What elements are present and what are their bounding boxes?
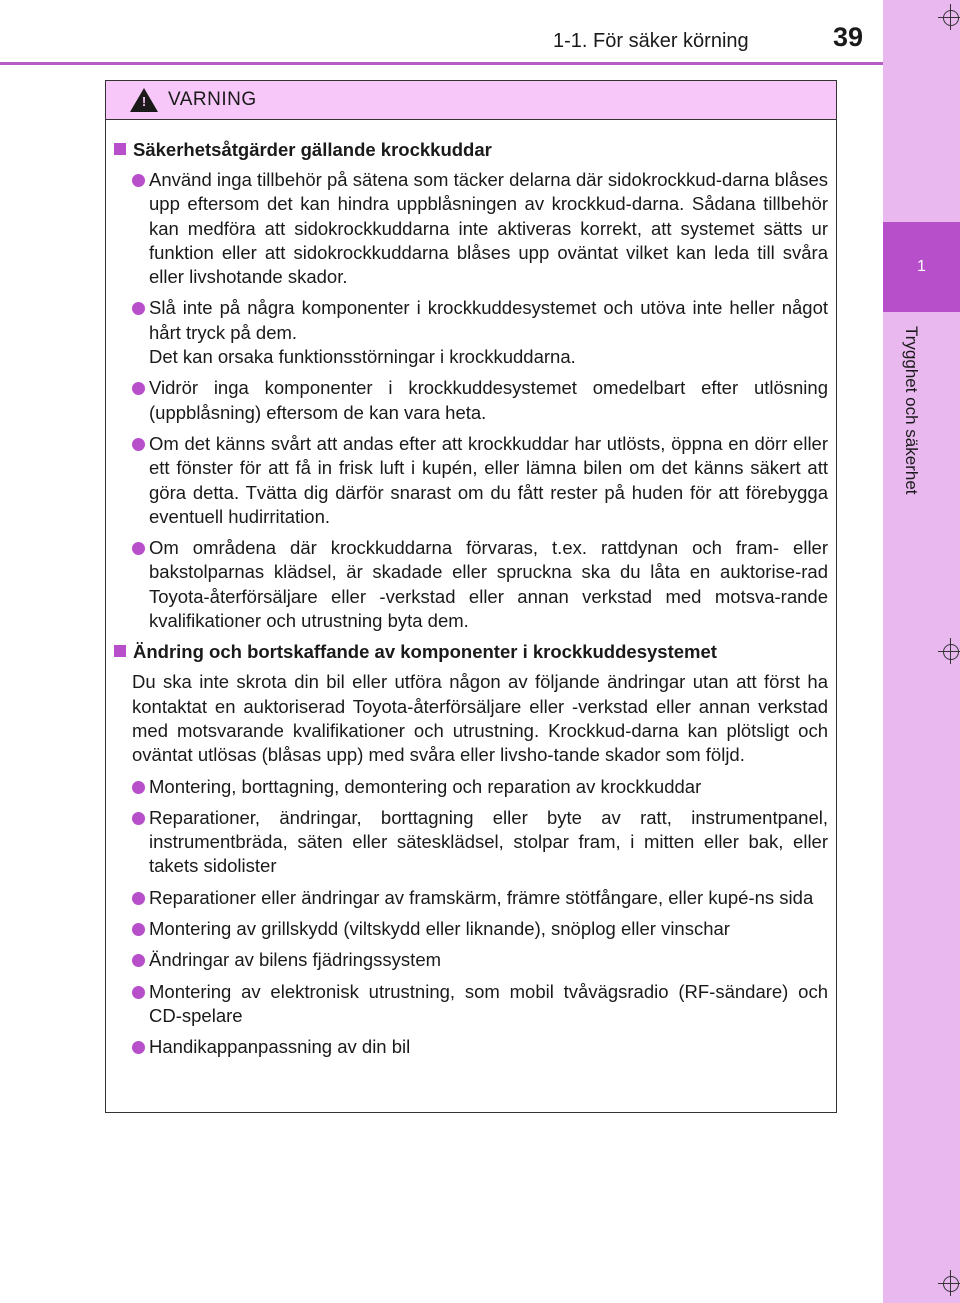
round-bullet-icon (132, 542, 145, 555)
crop-mark-circle (943, 1276, 959, 1292)
list-item-text: Montering av elektronisk utrustning, som mobil tvåvägsradio (RF-sändare) och CD-spelare (149, 980, 828, 1026)
round-bullet-icon (132, 892, 145, 905)
list-item-text: Montering av grillskydd (viltskydd eller liknande), snöplog eller vinschar (149, 918, 730, 940)
section-intro: Du ska inte skrota din bil eller utföra någon av följande ändringar utan att först ha kontaktat en auktoriserad Toyota-återförsäljare eller -verkstad eller annan verkstad med motsvarande kvalifikationer och utrustning. Krockkud-darna kan plötsligt och oväntat utlösas (blåsas upp) med svåra eller livsho-tande skador som följd. (132, 671, 828, 766)
warning-box (105, 80, 837, 1113)
round-bullet-icon (132, 986, 145, 999)
list-item (113, 806, 828, 879)
round-bullet-icon (132, 438, 145, 451)
list-item (113, 886, 828, 910)
crop-mark-circle (943, 10, 959, 26)
header-divider (0, 62, 883, 65)
section-heading-text: Ändring och bortskaffande av komponenter i krockkuddesystemet (133, 641, 717, 663)
round-bullet-icon (132, 1041, 145, 1054)
list-item-text: Handikappanpassning av din bil (149, 1036, 411, 1058)
list-item (113, 432, 828, 529)
square-bullet-icon (114, 645, 126, 657)
round-bullet-icon (132, 954, 145, 967)
list-item-text: Reparationer eller ändringar av framskärm, främre stötfångare, eller kupé-ns sida (149, 886, 814, 908)
list-item (113, 168, 828, 289)
round-bullet-icon (132, 923, 145, 936)
round-bullet-icon (132, 382, 145, 395)
chapter-label: Trygghet och säkerhet (902, 326, 921, 495)
list-item-text: Slå inte på några komponenter i krockkuddesystemet och utöva inte heller något hårt tryck på dem. (149, 297, 828, 343)
list-item (113, 296, 828, 369)
list-item (113, 536, 828, 633)
list-item (113, 376, 828, 425)
list-item-text: Om det känns svårt att andas efter att krockkuddar har utlösts, öppna en dörr eller ett fönster för att få in frisk luft i kupén, eller lämna bilen om det känns säkert att göra detta. Tvätta dig därför snarast om du fått rester på huden för att förebygga eventuell hudirritation. (149, 432, 828, 527)
warning-title: VARNING (168, 89, 257, 110)
list-item (113, 917, 828, 941)
list-item (113, 775, 828, 799)
section-heading (113, 640, 828, 664)
list-item-extra-text: Det kan orsaka funktionsstörningar i krockkuddarna. (149, 346, 576, 368)
list-item-text: Om områdena där krockkuddarna förvaras, t.ex. rattdynan och fram- eller bakstolparnas klädsel, är skadade eller spruckna ska du låta en auktorise-rad Toyota-återförsäljare eller -verkstad eller annan verkstad med motsva-rande kvalifikationer och utrustning byta dem. (149, 537, 828, 632)
section-heading-text: Säkerhetsåtgärder gällande krockkuddar (133, 139, 492, 160)
warning-header (106, 81, 836, 120)
chapter-number-box (883, 222, 960, 312)
list-item-text: Reparationer, ändringar, borttagning eller byte av ratt, instrumentpanel, instrumentbräda, säten eller sätesklädsel, stolpar fram, i mitten eller bak, eller takets sidolister (149, 806, 828, 877)
round-bullet-icon (132, 174, 145, 187)
round-bullet-icon (132, 812, 145, 825)
round-bullet-icon (132, 302, 145, 315)
list-item (113, 1035, 828, 1059)
page-number: 39 (833, 22, 864, 52)
crop-mark-circle (943, 644, 959, 660)
list-item-text: Montering, borttagning, demontering och reparation av krockkuddar (149, 775, 702, 797)
warning-content (106, 120, 836, 1060)
list-item-text: Ändringar av bilens fjädringssystem (149, 949, 442, 971)
section-heading (113, 138, 828, 162)
square-bullet-icon (114, 143, 126, 155)
list-item-text: Vidrör inga komponenter i krockkuddesystemet omedelbart efter utlösning (uppblåsning) eftersom de kan vara heta. (149, 377, 828, 423)
list-item (113, 948, 828, 972)
list-item (113, 980, 828, 1029)
section-title: 1-1. För säker körning (553, 30, 749, 52)
chapter-number: 1 (917, 258, 926, 275)
list-item-text: Använd inga tillbehör på sätena som täcker delarna där sidokrockkud-darna blåses upp eftersom det kan hindra uppblåsningen av krockkud-darna. Sådana tillbehör kan medföra att sidokrockkuddarna inte aktiveras korrekt, att systemet sätts ur funktion eller att sidokrockkuddarna blåses upp oväntat vilket kan leda till svåra eller livshotande skador. (149, 169, 828, 288)
round-bullet-icon (132, 781, 145, 794)
warning-exclamation-icon: ! (141, 94, 147, 109)
